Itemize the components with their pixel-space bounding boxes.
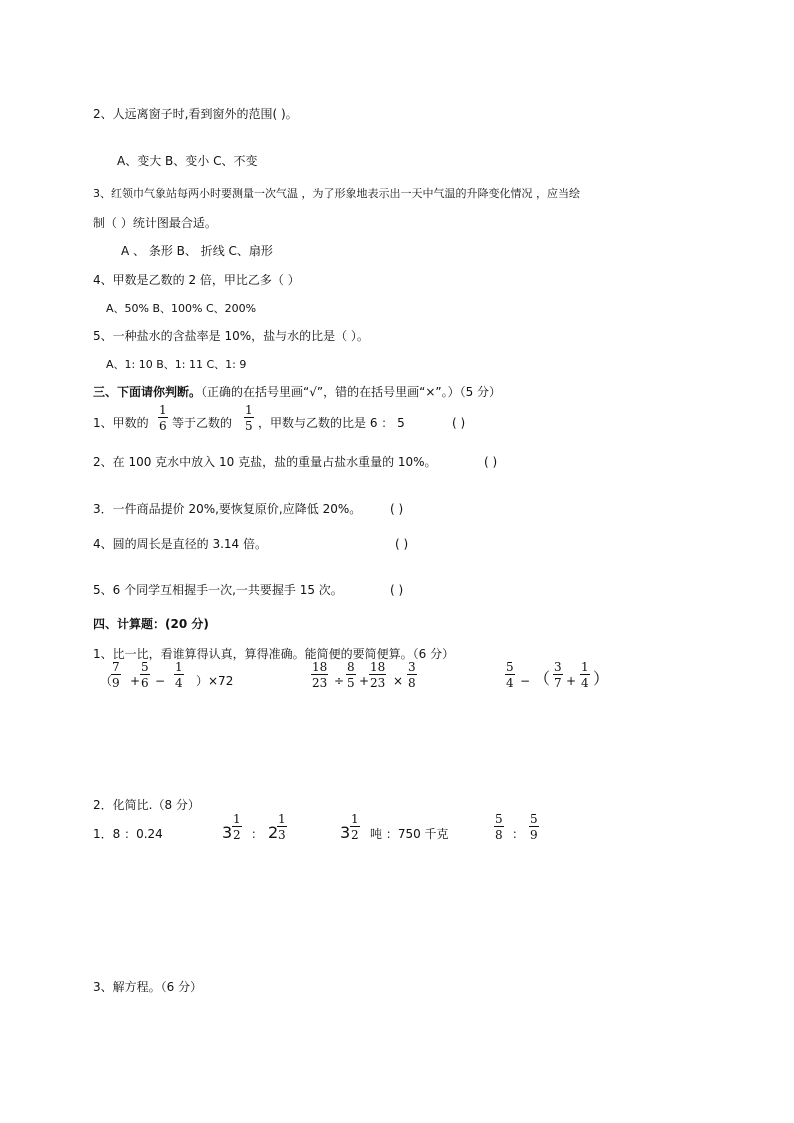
ratio-3-post: 吨 ：750 千克 xyxy=(370,827,449,841)
judge-item-1-pre: 1、甲数的 xyxy=(93,416,149,430)
q5-options: A、1: 10 B、1: 11 C、1: 9 xyxy=(106,358,247,371)
expr3-frac2: 3 7 xyxy=(554,660,562,690)
ratio-2-whole1: 3 xyxy=(222,823,233,842)
q3-stem-line1: 3、红领巾气象站每两小时要测量一次气温 ，为了形象地表示出一天中气温的升降变化情况 ，应当绘 xyxy=(93,187,580,200)
ratio-4-colon: ： xyxy=(512,827,525,841)
q2-options: A、变大 B、变小 C、不变 xyxy=(117,154,258,168)
expr3-open: （ xyxy=(534,669,551,688)
expr3-frac3: 1 4 xyxy=(581,660,589,690)
judge-item-1-frac2: 1 5 xyxy=(245,403,253,433)
ratio-3-frac: 1 2 xyxy=(351,812,359,842)
expr2-frac3: 18 23 xyxy=(370,660,386,690)
section3-heading: 三、下面请你判断。 xyxy=(93,385,202,399)
judge-item-5: 5、6 个同学互相握手一次,一共要握手 15 次。 xyxy=(93,583,343,597)
judge-item-2-paren[interactable]: ( ) xyxy=(484,455,498,469)
ratio-4-frac1: 5 8 xyxy=(495,812,503,842)
expr2-frac4: 3 8 xyxy=(408,660,416,690)
q3-options: A 、 条形 B、 折线 C、扇形 xyxy=(121,244,273,258)
judge-item-1-paren[interactable]: ( ) xyxy=(452,416,466,430)
judge-item-5-paren[interactable]: ( ) xyxy=(390,583,404,597)
q3-stem-line2: 制（ ）统计图最合适。 xyxy=(93,216,217,230)
expr3-frac1: 5 4 xyxy=(506,660,514,690)
judge-item-3: 3．一件商品提价 20%,要恢复原价,应降低 20%。 xyxy=(93,502,362,516)
expr2-frac1: 18 23 xyxy=(312,660,328,690)
q2-stem: 2、人远离窗子时,看到窗外的范围( )。 xyxy=(93,107,298,121)
calc-sub3-label: 3、解方程。（6 分） xyxy=(93,980,203,994)
expr2-op1: ÷ xyxy=(334,674,345,688)
expr1-op2: − xyxy=(155,674,166,688)
judge-item-4-paren[interactable]: ( ) xyxy=(395,537,409,551)
expr3-op1: − xyxy=(520,674,531,688)
expr2-op2: + xyxy=(359,674,370,688)
calc-sub1-label: 1、比一比，看谁算得认真，算得准确。能简便的要简便算。（6 分） xyxy=(93,647,455,661)
expr2-op3: × xyxy=(393,674,404,688)
judge-item-1-frac1: 1 6 xyxy=(159,403,167,433)
ratio-4-frac2: 5 9 xyxy=(530,812,538,842)
ratio-2-frac1: 1 2 xyxy=(233,812,241,842)
expr3-op2: + xyxy=(566,674,577,688)
judge-item-3-paren[interactable]: ( ) xyxy=(390,502,404,516)
ratio-1: 1．8 ：0.24 xyxy=(93,827,163,841)
judge-item-4: 4、圆的周长是直径的 3.14 倍。 xyxy=(93,537,267,551)
expr1-frac2: 5 6 xyxy=(141,660,149,690)
q5-stem: 5、一种盐水的含盐率是 10%，盐与水的比是（ ）。 xyxy=(93,329,369,343)
ratio-2-whole2: 2 xyxy=(268,823,279,842)
expr2-frac2: 8 5 xyxy=(347,660,355,690)
judge-item-1-mid: 等于乙数的 xyxy=(172,416,233,430)
calc-sub2-label: 2．化简比.（8 分） xyxy=(93,798,200,812)
expr3-close: ） xyxy=(593,669,610,688)
section3-instruction: （正确的在括号里画“√”，错的在括号里画“×”。）（5 分） xyxy=(201,385,502,399)
section3-title xyxy=(93,386,501,398)
expr1-op1: + xyxy=(130,674,141,688)
expr1-close: ）×72 xyxy=(196,674,234,688)
ratio-2-frac2: 1 3 xyxy=(278,812,286,842)
judge-item-1-post: ，甲数与乙数的比是 6 ： 5 xyxy=(258,416,405,430)
judge-item-2: 2、在 100 克水中放入 10 克盐，盐的重量占盐水重量的 10%。 xyxy=(93,455,437,469)
q4-options: A、50% B、100% C、200% xyxy=(106,302,257,315)
ratio-2-colon: ： xyxy=(251,827,264,841)
expr1-frac1: 7 9 xyxy=(112,660,120,690)
ratio-3-whole: 3 xyxy=(340,823,351,842)
q4-stem: 4、甲数是乙数的 2 倍，甲比乙多（ ） xyxy=(93,273,300,287)
expr1-frac3: 1 4 xyxy=(175,660,183,690)
section4-heading: 四、计算题：(20 分) xyxy=(93,617,209,631)
expr1-open: （ xyxy=(100,674,113,688)
